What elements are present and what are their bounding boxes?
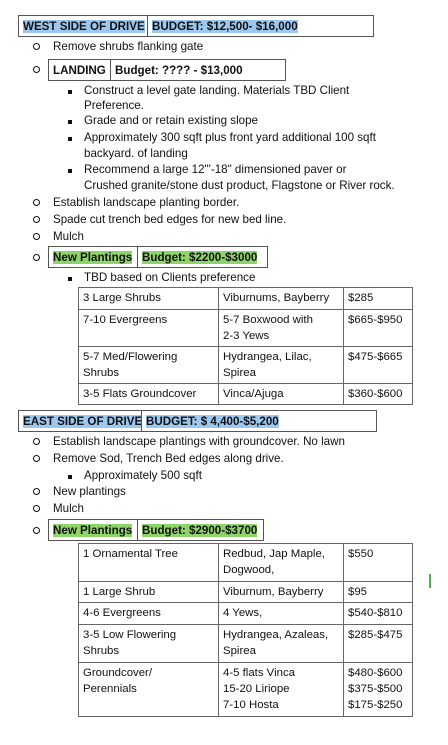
square-bullet-icon <box>68 475 72 479</box>
cell-text: Groundcover/ <box>83 667 153 679</box>
cell-text: $480-$600 <box>348 667 403 679</box>
item-mulch: Mulch <box>53 230 84 243</box>
table-row <box>79 288 413 310</box>
east-header-box <box>18 410 377 432</box>
cell-text: $285-$475 <box>348 629 403 641</box>
table-row <box>79 603 413 625</box>
item-spade-cut: Spade cut trench bed edges for new bed line. <box>53 213 287 226</box>
cell-text: $375-$500 <box>348 683 403 695</box>
east-plantings-header-box <box>48 519 264 541</box>
cell-text: 3 Large Shrubs <box>83 292 161 304</box>
item-establish-groundcover: Establish landscape plantings with groundcover. No lawn <box>53 435 345 448</box>
landing-bullet-text: Preference. <box>84 99 144 112</box>
east-budget: BUDGET: $ 4,400-$5,200 <box>146 414 279 428</box>
cell-text: $475-$665 <box>348 351 403 363</box>
east-title-cell <box>19 411 141 431</box>
cell-text: $95 <box>348 586 368 598</box>
cell-text: Shrubs <box>83 367 120 379</box>
table-cell <box>79 347 219 384</box>
circle-bullet-icon <box>33 438 40 445</box>
cell-text: 3-5 Low Flowering <box>83 629 177 641</box>
table-cell <box>79 582 219 603</box>
square-bullet-icon <box>68 120 72 124</box>
table-cell <box>344 310 413 347</box>
table-cell <box>219 384 344 405</box>
item-sqft: Approximately 500 sqft <box>84 469 202 482</box>
landing-bullet-text: Crushed granite/stone dust product, Flagstone or River rock. <box>84 179 395 192</box>
item-new-plantings: New plantings <box>53 485 126 498</box>
table-row <box>79 347 413 384</box>
east-budget-cell <box>141 411 283 431</box>
west-header-box <box>18 15 374 37</box>
cell-text: Vinca/Ajuga <box>223 388 284 400</box>
cell-text: Shrubs <box>83 645 120 657</box>
table-cell <box>219 625 344 663</box>
east-plantings-title-cell <box>49 520 137 540</box>
landing-title: LANDING <box>53 63 106 77</box>
cell-text: Viburnums, Bayberry <box>223 292 330 304</box>
landing-bullet-text: Grade and or retain existing slope <box>84 114 259 127</box>
cell-text: $360-$600 <box>348 388 403 400</box>
cell-text: Spirea <box>223 645 256 657</box>
west-plantings-note: TBD based on Clients preference <box>84 271 256 284</box>
table-row <box>79 625 413 663</box>
circle-bullet-icon <box>33 43 40 50</box>
landing-budget: Budget: ???? - $13,000 <box>110 60 247 80</box>
table-row <box>79 384 413 405</box>
cell-text: $540-$810 <box>348 607 403 619</box>
circle-bullet-icon <box>33 488 40 495</box>
cell-text: 4-6 Evergreens <box>83 607 161 619</box>
table-cell <box>219 347 344 384</box>
east-title: EAST SIDE OF DRIVE <box>23 414 143 428</box>
landing-bullet-text: Recommend a large 12"'-18" dimensioned paver or <box>84 163 347 176</box>
west-plantings-title: New Plantings <box>53 250 133 264</box>
circle-bullet-icon <box>33 527 40 534</box>
west-plantings-title-cell <box>49 247 137 267</box>
circle-bullet-icon <box>33 505 40 512</box>
landing-bullet-text: Construct a level gate landing. Materials TBD Client <box>84 84 350 97</box>
west-plantings-header-box <box>48 246 268 268</box>
table-cell <box>344 603 413 625</box>
table-cell <box>344 544 413 582</box>
cell-text: Hydrangea, Lilac, <box>223 351 312 363</box>
table-cell <box>219 310 344 347</box>
table-cell <box>79 544 219 582</box>
west-plantings-budget-cell <box>137 247 261 267</box>
east-plantings-table <box>78 543 413 717</box>
cell-text: $285 <box>348 292 374 304</box>
west-title: WEST SIDE OF DRIVE <box>23 19 145 33</box>
table-cell <box>344 347 413 384</box>
table-cell <box>79 603 219 625</box>
circle-bullet-icon <box>33 199 40 206</box>
landing-header-box <box>48 59 286 81</box>
table-cell <box>344 663 413 717</box>
table-cell <box>79 663 219 717</box>
table-cell <box>219 288 344 310</box>
table-row <box>79 582 413 603</box>
circle-bullet-icon <box>33 254 40 261</box>
west-budget: BUDGET: $12,500- $16,000 <box>152 19 298 33</box>
table-cell <box>344 288 413 310</box>
table-cell <box>79 625 219 663</box>
cell-text: 5-7 Boxwood with <box>223 314 313 326</box>
cell-text: Dogwood, <box>223 564 275 576</box>
cell-text: 1 Ornamental Tree <box>83 548 178 560</box>
table-cell <box>219 582 344 603</box>
cell-text: 4-5 flats Vinca <box>223 667 295 679</box>
table-cell <box>219 663 344 717</box>
cell-text: Viburnum, Bayberry <box>223 586 324 598</box>
table-cell <box>79 384 219 405</box>
table-row <box>79 544 413 582</box>
circle-bullet-icon <box>33 66 40 73</box>
cell-text: 7-10 Evergreens <box>83 314 168 326</box>
west-budget-cell <box>147 16 302 36</box>
cell-text: Perennials <box>83 683 137 695</box>
cell-text: 3-5 Flats Groundcover <box>83 388 197 400</box>
cell-text: Spirea <box>223 367 256 379</box>
item-establish-border: Establish landscape planting border. <box>53 196 240 209</box>
table-row <box>79 663 413 717</box>
east-plantings-title: New Plantings <box>53 523 133 537</box>
cell-text: $550 <box>348 548 374 560</box>
circle-bullet-icon <box>33 216 40 223</box>
table-cell <box>79 288 219 310</box>
table-cell <box>344 384 413 405</box>
square-bullet-icon <box>68 277 72 281</box>
cell-text: 5-7 Med/Flowering <box>83 351 178 363</box>
circle-bullet-icon <box>33 233 40 240</box>
text-cursor <box>429 574 431 588</box>
east-plantings-budget-cell <box>137 520 261 540</box>
square-bullet-icon <box>68 90 72 94</box>
east-plantings-budget: Budget: $2900-$3700 <box>142 523 258 537</box>
cell-text: 1 Large Shrub <box>83 586 156 598</box>
item-mulch: Mulch <box>53 502 84 515</box>
cell-text: 4 Yews, <box>223 607 263 619</box>
cell-text: 7-10 Hosta <box>223 699 279 711</box>
cell-text: $665-$950 <box>348 314 403 326</box>
table-cell <box>219 603 344 625</box>
square-bullet-icon <box>68 169 72 173</box>
table-cell <box>344 625 413 663</box>
landing-bullet-text: backyard. of landing <box>84 147 188 160</box>
item-remove-shrubs: Remove shrubs flanking gate <box>53 40 204 53</box>
circle-bullet-icon <box>33 455 40 462</box>
cell-text: Hydrangea, Azaleas, <box>223 629 329 641</box>
table-cell <box>219 544 344 582</box>
table-cell <box>344 582 413 603</box>
item-remove-sod: Remove Sod, Trench Bed edges along drive. <box>53 452 284 465</box>
cell-text: 2-3 Yews <box>223 330 270 342</box>
table-cell <box>79 310 219 347</box>
cell-text: Redbud, Jap Maple, <box>223 548 325 560</box>
square-bullet-icon <box>68 137 72 141</box>
west-plantings-budget: Budget: $2200-$3000 <box>142 250 258 264</box>
cell-text: 15-20 Liriope <box>223 683 290 695</box>
landing-bullet-text: Approximately 300 sqft plus front yard additional 100 sqft <box>84 131 376 144</box>
cell-text: $175-$250 <box>348 699 403 711</box>
table-row <box>79 310 413 347</box>
west-plantings-table <box>78 287 413 405</box>
west-title-cell <box>19 16 147 36</box>
